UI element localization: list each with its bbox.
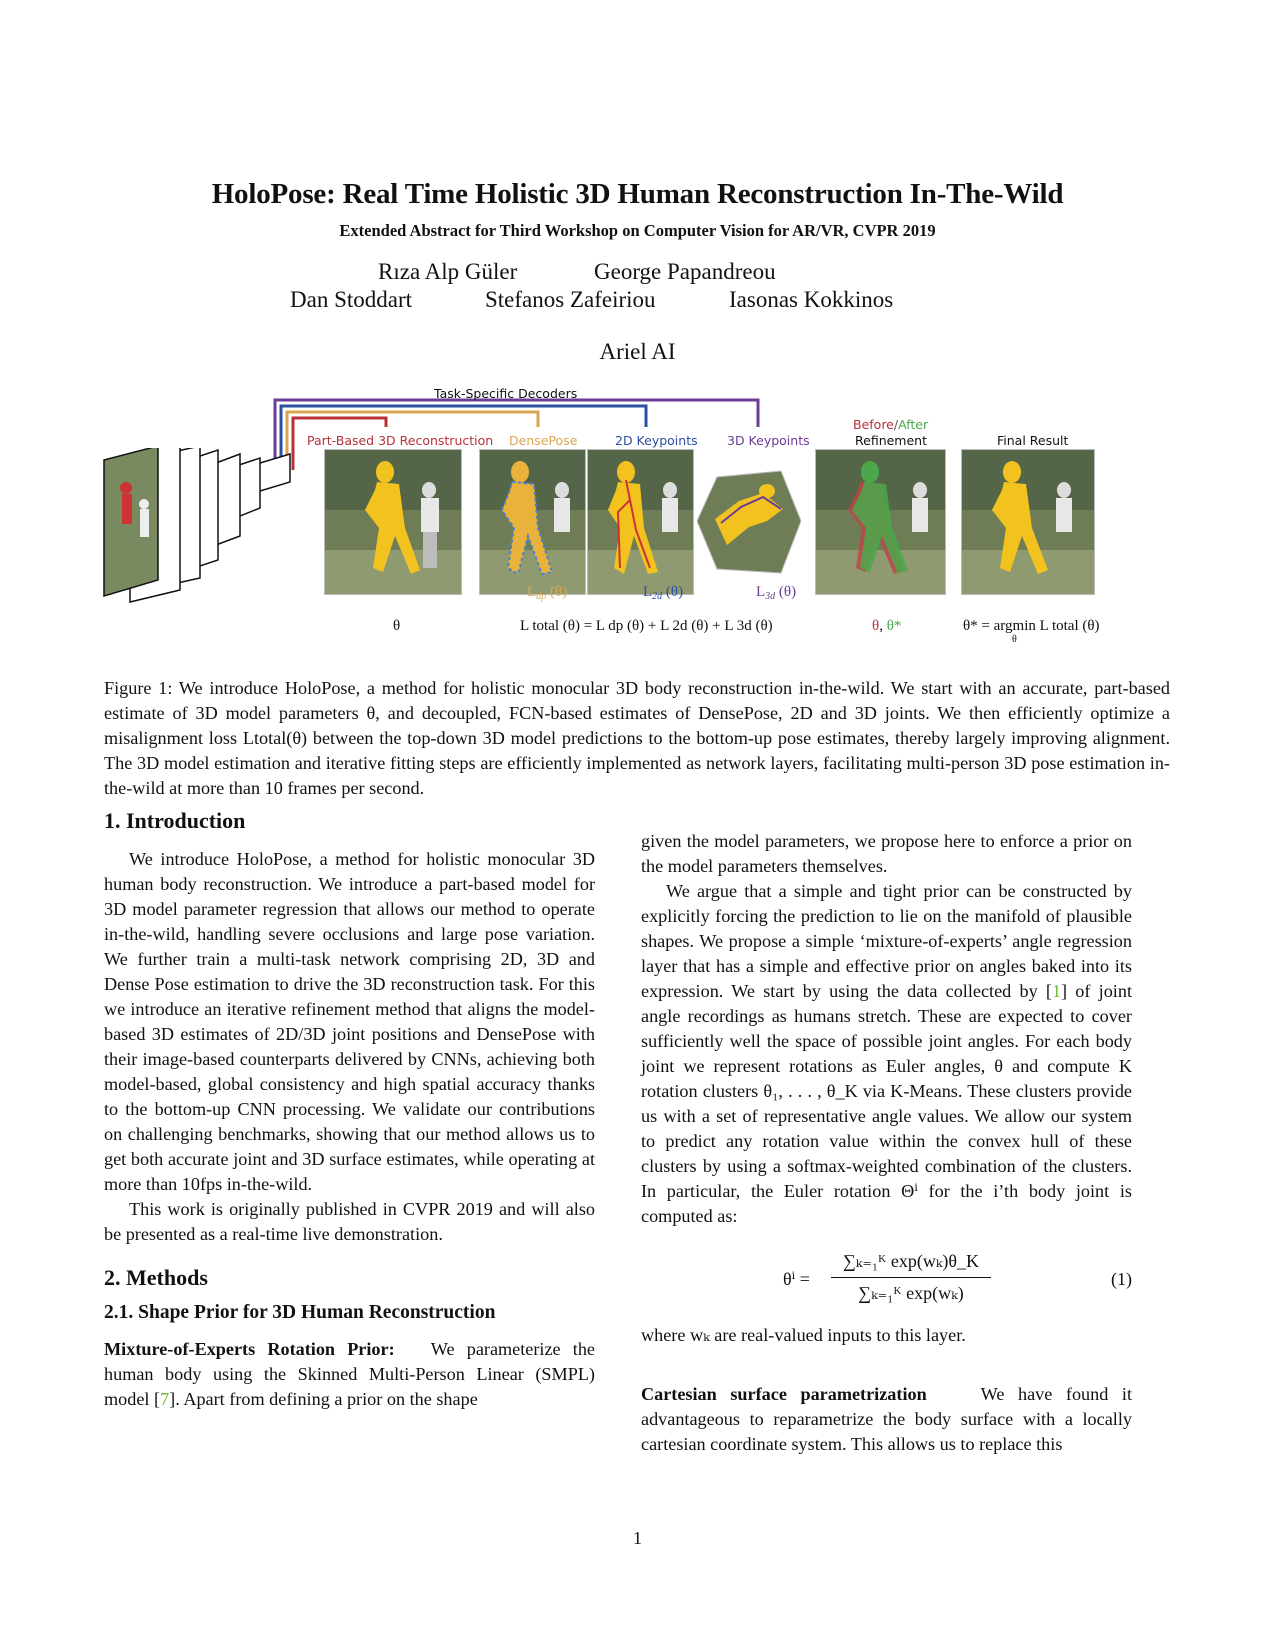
total-loss-equation: L total (θ) = L dp (θ) + L 2d (θ) + L 3d (θ) bbox=[520, 618, 773, 634]
right-paragraph-1: given the model parameters, we propose here to enforce a prior on the model parameters themselves. bbox=[641, 831, 1132, 876]
right-column bbox=[641, 829, 1132, 1457]
photo-2d-keypoints bbox=[587, 449, 694, 595]
theta-after: θ* bbox=[886, 618, 902, 634]
label-after: After bbox=[898, 417, 929, 432]
citation-1-link[interactable]: 1 bbox=[1051, 981, 1062, 1001]
photo-densepose bbox=[479, 449, 586, 595]
label-refinement: Refinement bbox=[855, 433, 927, 448]
label-part-based: Part-Based 3D Reconstruction bbox=[307, 433, 494, 448]
p2-text-b: ] of joint angle recordings as humans stretch. These are expected to cover sufficiently well the space of possible joint angles. For each body joint we represent rotations as Euler angles, θ and compute K rotation clusters θ₁, . . . , θ_K via K-Means. These clusters provide us with a set of representative angle values. We allow our system to predict any rotation value within the convex hull of these clusters by using a softmax-weighted combination of the clusters. In particular, the Euler rotation Θⁱ for the i’th body joint is computed as: bbox=[641, 981, 1132, 1226]
eq-numerator: ∑ₖ₌₁ᴷ exp(wₖ)θ_K bbox=[842, 1251, 980, 1271]
right-paragraph-3: where wₖ are real-valued inputs to this layer. bbox=[641, 1325, 966, 1345]
decoders-label: Task-Specific Decoders bbox=[434, 386, 578, 401]
body-yellow-icon bbox=[325, 450, 461, 594]
loss-dp-l: L bbox=[527, 584, 537, 600]
loss-dp-sub: dp bbox=[536, 591, 547, 602]
eq-denominator: ∑ₖ₌₁ᴷ exp(wₖ) bbox=[858, 1283, 964, 1303]
right-paragraph-2 bbox=[641, 879, 1132, 1229]
label-slash: / bbox=[893, 417, 899, 432]
theta-symbol: θ bbox=[393, 618, 401, 634]
label-final-result: Final Result bbox=[997, 433, 1069, 448]
label-before: Before bbox=[853, 417, 894, 432]
loss-2d-sub: 2d bbox=[652, 591, 663, 602]
theta-before-after bbox=[872, 618, 901, 635]
final-body-icon bbox=[962, 450, 1094, 594]
paper-subtitle: Extended Abstract for Third Workshop on Computer Vision for AR/VR, CVPR 2019 bbox=[339, 221, 936, 240]
citation-7-link[interactable]: 7 bbox=[160, 1389, 170, 1409]
photo-refinement bbox=[815, 449, 946, 595]
loss-2d-arg: (θ) bbox=[665, 584, 684, 600]
heading-methods: 2. Methods bbox=[104, 1265, 208, 1290]
densepose-icon bbox=[480, 450, 585, 594]
affiliation: Ariel AI bbox=[599, 339, 676, 364]
argmin-equation: θ* = argmin L total (θ) bbox=[963, 618, 1100, 634]
label-before-after bbox=[853, 417, 928, 432]
moe-text-a: We parameterize the human body using the Skinned Multi-Person Linear (SMPL) model [ bbox=[104, 1339, 596, 1409]
loss-3d-arg: (θ) bbox=[778, 584, 797, 600]
loss-3d bbox=[756, 584, 796, 602]
loss-dp bbox=[527, 584, 567, 602]
intro-paragraph-2: This work is originally published in CVPR 2019 and will also be presented as a real-time live demonstration. bbox=[104, 1199, 595, 1244]
equation-1 bbox=[641, 1237, 1132, 1323]
eq-number: (1) bbox=[1111, 1269, 1132, 1289]
photo-final-result bbox=[961, 449, 1095, 595]
label-densepose: DensePose bbox=[509, 433, 578, 448]
keypoints-2d-icon bbox=[588, 450, 693, 594]
loss-dp-arg: (θ) bbox=[549, 584, 568, 600]
eq-lhs: θⁱ = bbox=[783, 1269, 810, 1289]
author-papandreou: George Papandreou bbox=[594, 259, 776, 284]
cartesian-paragraph bbox=[641, 1382, 1132, 1457]
author-zafeiriou: Stefanos Zafeiriou bbox=[485, 287, 656, 312]
paper-title: HoloPose: Real Time Holistic 3D Human Reconstruction In-The-Wild bbox=[211, 178, 1064, 210]
heading-introduction: 1. Introduction bbox=[104, 808, 246, 833]
heading-shape-prior: 2.1. Shape Prior for 3D Human Reconstruction bbox=[104, 1302, 496, 1323]
moe-label: Mixture-of-Experts Rotation Prior: bbox=[104, 1339, 395, 1359]
figure-1 bbox=[0, 0, 1275, 645]
left-column bbox=[104, 808, 595, 1412]
argmin-sub: θ bbox=[1012, 634, 1017, 645]
figure-caption: Figure 1: We introduce HoloPose, a method for holistic monocular 3D body reconstruction in-the-wild. We start with an accurate, part-based estimate of 3D model parameters θ, and decoupled, FCN-based estimates of DensePose, 2D and 3D joints. We then efficiently optimize a misalignment loss Ltotal(θ) between the top-down 3D model predictions to the bottom-up pose estimates, thereby largely improving alignment. The 3D model estimation and iterative fitting steps are efficiently implemented as network layers, facilitating multi-person 3D pose estimation in-the-wild at more than 10 frames per second. bbox=[104, 678, 1170, 798]
author-stoddart: Dan Stoddart bbox=[290, 287, 413, 312]
cartesian-text: We have found it advantageous to reparametrize the body surface with a locally cartesian coordinate system. This allows us to replace this bbox=[641, 1384, 1132, 1454]
author-kokkinos: Iasonas Kokkinos bbox=[729, 287, 894, 312]
loss-2d bbox=[643, 584, 683, 602]
label-3d-keypoints: 3D Keypoints bbox=[727, 433, 810, 448]
moe-text-b: ]. Apart from defining a prior on the shape bbox=[169, 1389, 478, 1409]
cnn-encoder bbox=[100, 448, 300, 608]
theta-comma: , bbox=[879, 618, 883, 634]
label-2d-keypoints: 2D Keypoints bbox=[615, 433, 698, 448]
cartesian-label: Cartesian surface parametrization bbox=[641, 1384, 927, 1404]
loss-3d-sub: 3d bbox=[765, 591, 776, 602]
keypoints-3d-icon bbox=[697, 449, 801, 593]
intro-paragraph-1: We introduce HoloPose, a method for holistic monocular 3D human body reconstruction. We introduce a part-based model for 3D model parameter regression that allows our method to operate in-the-wild, handling severe occlusions and large pose variation. We further train a multi-task network comprising 2D, 3D and Dense Pose estimation to drive the 3D reconstruction task. For this we introduce an iterative refinement method that aligns the model-based 3D estimates of 2D/3D joint positions and DensePose with their image-based counterparts delivered by CNNs, achieving both model-based, global consistency and high spatial accuracy thanks to the bottom-up CNN processing. We validate our contributions on challenging benchmarks, showing that our method allows us to get both accurate joint and 3D surface estimates, while operating at more than 10fps in-the-wild. bbox=[104, 849, 595, 1194]
page-number: 1 bbox=[633, 1528, 642, 1548]
photo-part-based bbox=[324, 449, 462, 595]
moe-paragraph bbox=[104, 1337, 595, 1412]
eq-fraction-bar bbox=[831, 1277, 991, 1278]
loss-3d-l: L bbox=[756, 584, 766, 600]
theta-before: θ bbox=[872, 618, 880, 634]
loss-2d-l: L bbox=[643, 584, 653, 600]
author-guler: Rıza Alp Güler bbox=[378, 259, 518, 284]
before-after-body-icon bbox=[816, 450, 945, 594]
p2-text-a: We argue that a simple and tight prior can be constructed by explicitly forcing the prediction to lie on the manifold of plausible shapes. We propose a simple ‘mixture-of-experts’ angle regression layer that has a simple and effective prior on angles baked into its expression. We start by using the data collected by [ bbox=[641, 881, 1132, 1001]
photo-3d-keypoints bbox=[697, 449, 801, 593]
